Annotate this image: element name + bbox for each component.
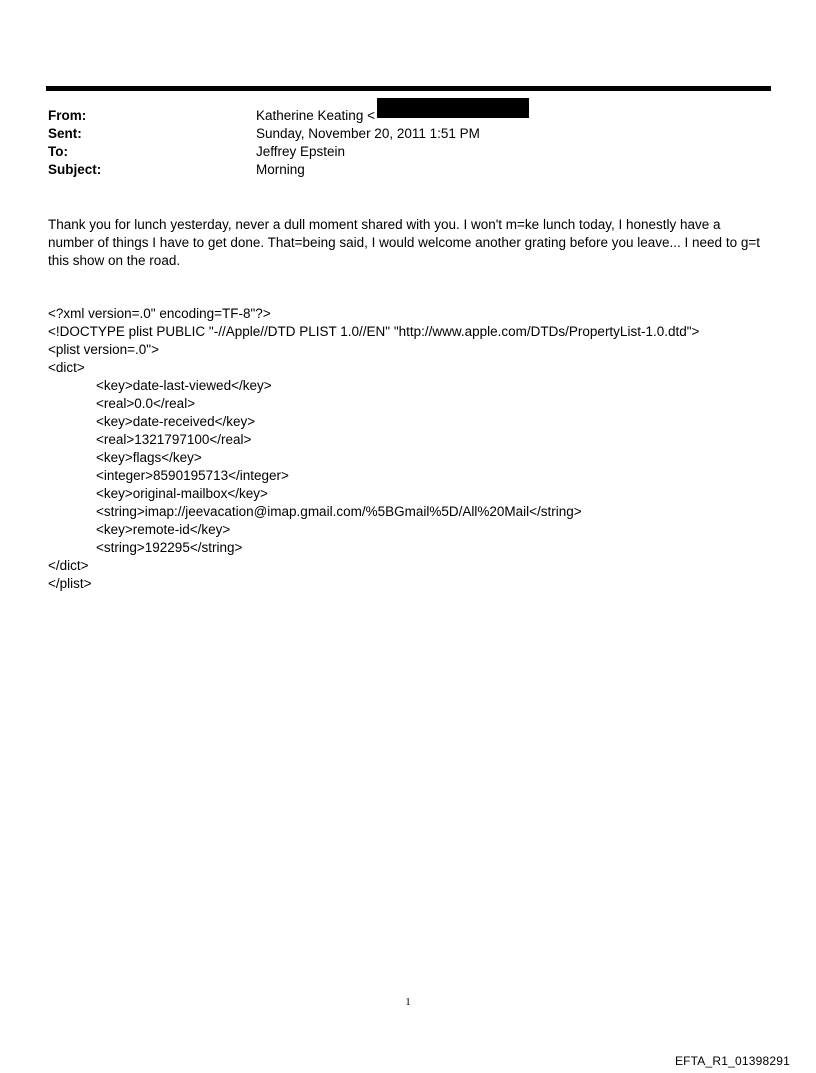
xml-line: <?xml version=.0" encoding=TF-8"?> <box>48 306 271 321</box>
xml-line: </dict> <box>48 558 89 573</box>
to-label: To: <box>48 144 68 159</box>
xml-line: <key>flags</key> <box>96 450 202 465</box>
xml-line: <string>imap://jeevacation@imap.gmail.com/%5BGmail%5D/All%20Mail</string> <box>96 504 582 519</box>
redaction-box <box>377 98 529 118</box>
from-sender: Katherine Keating < <box>256 108 375 123</box>
xml-line: <real>1321797100</real> <box>96 432 252 447</box>
xml-line: <plist version=.0"> <box>48 342 159 357</box>
subject-label: Subject: <box>48 162 102 177</box>
from-row <box>48 107 768 125</box>
sent-row <box>48 125 768 143</box>
sent-label: Sent: <box>48 126 82 141</box>
sent-value: Sunday, November 20, 2011 1:51 PM <box>256 126 480 141</box>
subject-value: Morning <box>256 162 305 177</box>
from-value <box>256 107 529 127</box>
xml-line: <string>192295</string> <box>96 540 243 555</box>
xml-line: <key>original-mailbox</key> <box>96 486 268 501</box>
document-id: EFTA_R1_01398291 <box>674 1054 790 1068</box>
xml-line: <key>date-received</key> <box>96 414 256 429</box>
from-label: From: <box>48 108 87 123</box>
to-row <box>48 143 768 161</box>
email-header <box>48 107 768 179</box>
xml-line: <key>remote-id</key> <box>96 522 231 537</box>
xml-line: <real>0.0</real> <box>96 396 196 411</box>
email-body: Thank you for lunch yesterday, never a dull moment shared with you. I won't m=ke lunch today, I honestly have a number of things I have to get done. That=being said, I would welcome another grating before you leave... I need to g=t this show on the road. <box>48 217 760 268</box>
xml-line: <key>date-last-viewed</key> <box>96 378 272 393</box>
header-divider <box>46 86 771 91</box>
xml-line: <integer>8590195713</integer> <box>96 468 289 483</box>
to-value: Jeffrey Epstein <box>256 144 346 159</box>
page-number: 1 <box>405 996 411 1008</box>
xml-line: </plist> <box>48 576 92 591</box>
xml-line: <dict> <box>48 360 85 375</box>
plist-metadata <box>48 305 770 593</box>
xml-line: <!DOCTYPE plist PUBLIC "-//Apple//DTD PLIST 1.0//EN" "http://www.apple.com/DTDs/PropertyList-1.0.dtd"> <box>48 324 700 339</box>
subject-row <box>48 161 768 179</box>
